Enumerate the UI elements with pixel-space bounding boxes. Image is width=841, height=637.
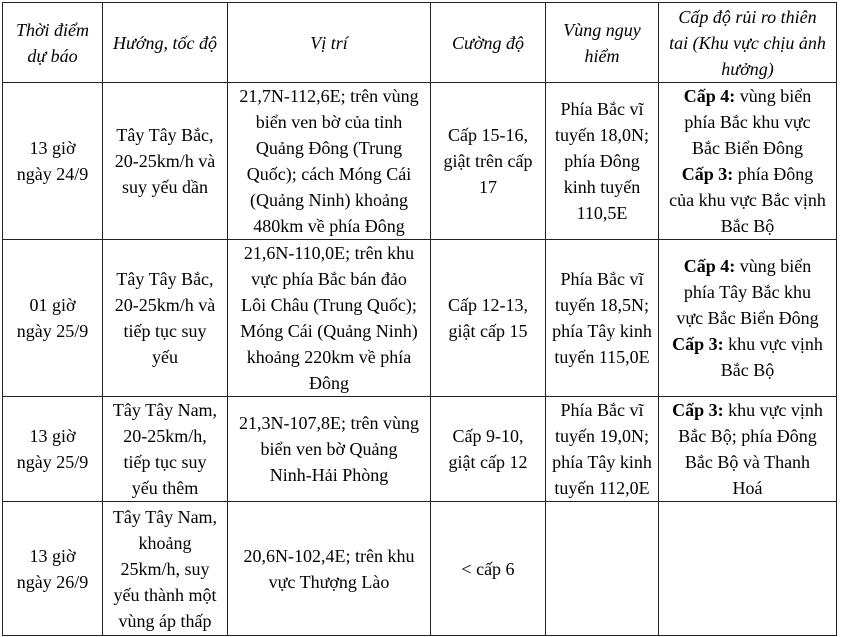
cell-text-line: tuyến 18,0N; [555,125,649,145]
cell-intensity [431,240,546,397]
risk-line [661,109,834,135]
cell-text-line: tuyến 115,0E [554,347,650,367]
cell-text-line: phía Đông [564,151,640,171]
risk-line [661,161,834,187]
cell-text-line: vực phía Bắc bán đảo [251,269,407,289]
cell-risk-level [659,83,837,240]
cell-position [228,502,431,636]
risk-level-label: Cấp 4: [683,86,736,106]
risk-line [661,357,834,383]
cell-text-line: tiếp tục suy [123,452,207,472]
risk-area-text: của khu vực Bắc vịnh [669,190,826,210]
cell-time [3,397,103,502]
cell-text-line: 13 giờ [29,138,76,158]
cell-position [228,83,431,240]
cell-text-line: Ninh-Hải Phòng [269,465,389,485]
risk-area-text: phía Tây Bắc khu [683,282,812,302]
cell-text-line: Cấp độ rủi ro thiên [678,6,817,27]
table-row [3,240,837,397]
cell-text-line: 01 giờ [29,295,76,315]
cell-text-line: giật trên cấp [443,151,533,171]
cell-text-line: Phía Bắc vĩ [560,99,644,119]
cell-danger-zone [546,240,659,397]
cell-text-line: giật cấp 15 [448,321,528,341]
cell-text-line: Hướng, tốc độ [113,32,217,53]
cell-danger-zone [546,397,659,502]
cell-text-line: tuyến 18,5N; [555,295,649,315]
cell-text-line: tiếp tục suy [123,321,207,341]
cell-text-line: Cấp 15-16, [448,125,528,145]
cell-text-line: kinh tuyến [563,177,641,197]
cell-text-line: Đông [309,373,349,393]
cell-text-line: 25km/h, suy [120,558,210,579]
cell-text-line: ngày 25/9 [16,452,89,472]
risk-area-text: vùng biển [735,86,812,106]
cell-text-line: Tây Tây Nam, [112,400,218,420]
cell-text-line: Phía Bắc vĩ [560,400,644,420]
risk-line [661,213,834,239]
risk-area-text: Bắc Biển Đông [692,138,803,158]
risk-line [661,423,834,449]
risk-level-label: Cấp 3: [672,334,724,354]
risk-line [661,397,834,423]
table-row [3,397,837,502]
cell-text-line: 17 [479,177,497,197]
risk-area-text: vùng biển [735,256,812,276]
risk-line [661,331,834,357]
cell-direction [103,397,228,502]
cell-text-line: yếu thêm [131,478,199,498]
cell-text-line: Móng Cái (Quảng Ninh) [240,321,418,341]
header-risk-level [659,3,837,83]
cell-text-line: Tây Tây Bắc, [116,125,214,145]
header-danger-zone [546,3,659,83]
cell-time [3,240,103,397]
cell-text-line: Vùng nguy [563,19,641,40]
cell-text-line: biển ven bờ của tỉnh [255,112,403,132]
cell-text-line: 20-25km/h và [114,295,216,315]
risk-line [661,305,834,331]
header-position [228,3,431,83]
cell-text-line: 20,6N-102,4E; trên khu [243,545,415,566]
cell-text-line: hiểm [584,45,620,66]
risk-area-text: vực Bắc Biển Đông [676,308,819,328]
cell-text-line: Vị trí [310,32,348,53]
cell-risk-level [659,502,837,636]
cell-time [3,502,103,636]
cell-text-line: 21,7N-112,6E; trên vùng [239,86,419,106]
cell-risk-level [659,397,837,502]
cell-text-line: 110,5E [576,203,628,223]
cell-danger-zone [546,83,659,240]
cell-text-line: 21,6N-110,0E; trên khu [243,243,415,263]
risk-area-text: Bắc Bộ [720,216,775,236]
cell-text-line: 20-25km/h và [114,151,216,171]
cell-text-line: yếu thành một [113,584,217,605]
cell-position [228,240,431,397]
cell-direction [103,240,228,397]
risk-line [661,187,834,213]
cell-text-line: 13 giờ [29,426,76,446]
cell-text-line: Phía Bắc vĩ [560,269,644,289]
cell-text-line: Cấp 9-10, [452,426,524,446]
cell-intensity [431,502,546,636]
cell-text-line: biển ven bờ Quảng [260,439,398,459]
cell-text-line: giật cấp 12 [448,452,528,472]
cell-text-line: phía Tây kinh [552,321,652,341]
cell-position [228,397,431,502]
cell-time [3,83,103,240]
risk-area-text: khu vực vịnh [723,400,823,420]
cell-text-line: vùng áp thấp [118,610,212,631]
cell-text-line: tuyến 112,0E [554,478,650,498]
cell-text-line: Tây Tây Bắc, [116,269,214,289]
cell-text-line: Tây Tây Nam, [112,506,218,527]
risk-level-label: Cấp 3: [681,164,734,184]
cell-text-line: ngày 24/9 [16,164,89,184]
cell-text-line: < cấp 6 [461,558,515,579]
risk-line [661,135,834,161]
cell-text-line: Quốc); cách Móng Cái [246,164,412,184]
cell-text-line: khoảng [138,532,192,553]
cell-text-line: 480km về phía Đông [253,216,405,236]
cell-text-line: 13 giờ [29,545,76,566]
cell-text-line: Cấp 12-13, [448,295,528,315]
forecast-table [2,2,837,636]
cell-direction [103,502,228,636]
header-time [3,3,103,83]
table-header-row [3,3,837,83]
cell-danger-zone [546,502,659,636]
cell-text-line: Lôi Châu (Trung Quốc); [241,295,417,315]
cell-direction [103,83,228,240]
table-row [3,83,837,240]
risk-area-text: Bắc Bộ [720,360,775,380]
table-row [3,502,837,636]
cell-text-line: Cường độ [452,32,524,53]
cell-text-line: ngày 25/9 [16,321,89,341]
cell-text-line: suy yếu dần [122,177,208,197]
risk-level-label: Cấp 4: [683,256,736,276]
risk-area-text: phía Bắc khu vực [684,112,811,132]
risk-area-text: Bắc Bộ và Thanh [684,452,811,472]
cell-text-line: khoảng 220km về phía [246,347,412,367]
cell-text-line: vực Thượng Lào [268,571,390,592]
cell-text-line: dự báo [27,45,78,66]
risk-line [661,279,834,305]
risk-line [661,253,834,279]
risk-area-text: phía Đông [733,164,814,184]
risk-line [661,475,834,501]
cell-text-line: Quảng Đông (Trung [255,138,403,158]
header-direction [103,3,228,83]
risk-line [661,449,834,475]
risk-area-text: khu vực vịnh [723,334,823,354]
risk-level-label: Cấp 3: [672,400,724,420]
cell-text-line: tuyến 19,0N; [555,426,649,446]
cell-text-line: phía Tây kinh [552,452,652,472]
cell-text-line: 20-25km/h, [123,426,207,446]
risk-area-text: Bắc Bộ; phía Đông [678,426,817,446]
cell-text-line: hưởng) [721,58,774,79]
risk-area-text: Hoá [732,478,763,498]
cell-intensity [431,397,546,502]
cell-intensity [431,83,546,240]
cell-text-line: ngày 26/9 [16,571,89,592]
cell-text-line: tai (Khu vực chịu ảnh [669,32,826,53]
header-intensity [431,3,546,83]
cell-risk-level [659,240,837,397]
cell-text-line: Thời điểm [15,19,90,40]
cell-text-line: (Quảng Ninh) khoảng [250,190,408,210]
cell-text-line: 21,3N-107,8E; trên vùng [239,413,419,433]
cell-text-line: yếu [152,347,178,367]
risk-line [661,83,834,109]
